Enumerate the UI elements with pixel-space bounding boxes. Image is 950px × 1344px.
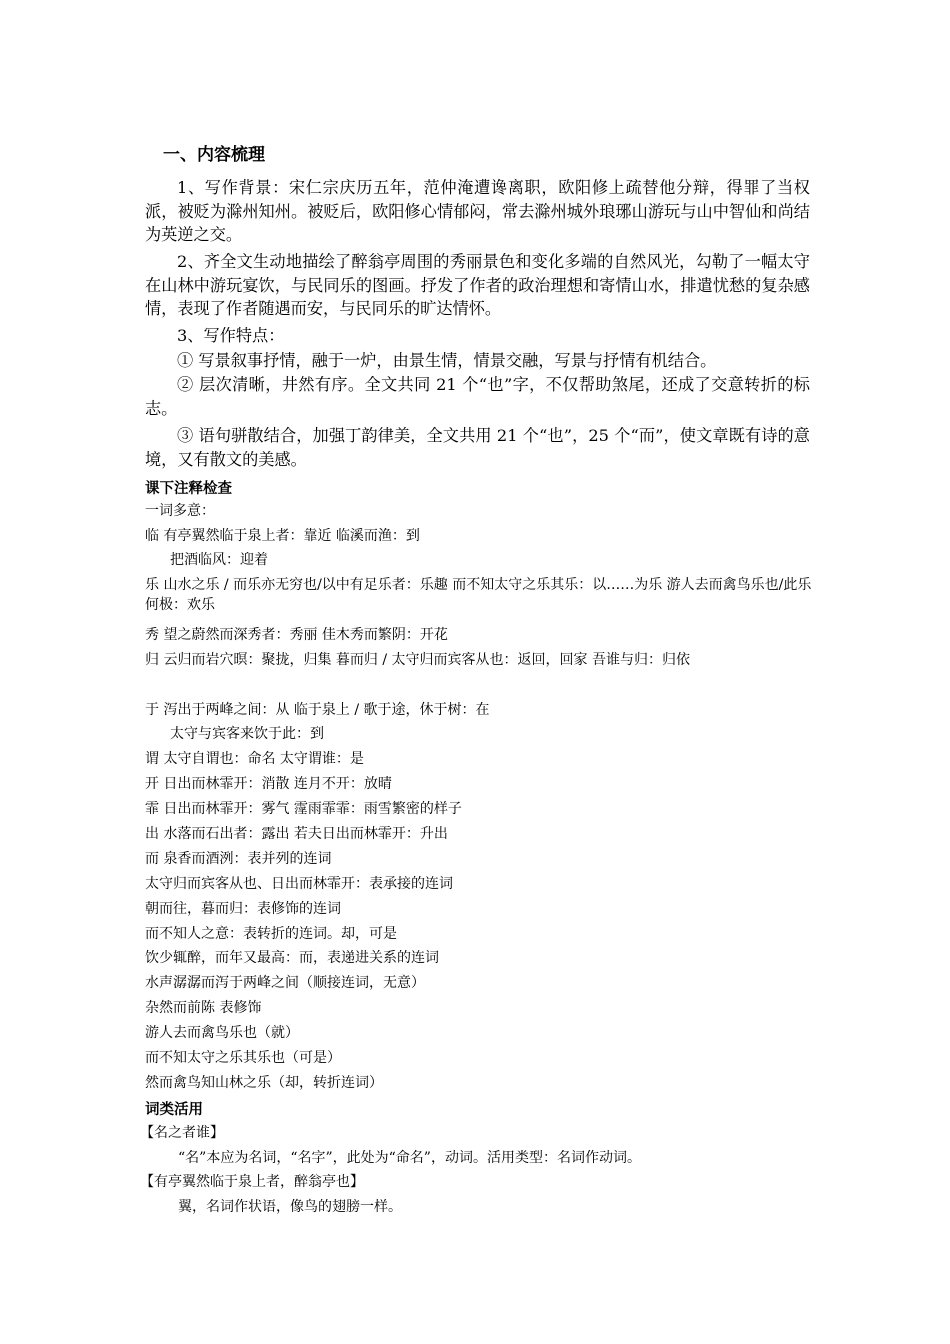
- list-item: 杂然而前陈 表修饰: [145, 1000, 262, 1016]
- list-item: 朝而往，暮而归：表修饰的连词: [145, 901, 341, 917]
- section-title-notes: 课下注释检查: [145, 481, 232, 497]
- paragraph-features-title: 3、写作特点：: [177, 326, 285, 345]
- feature-item-2: ② 层次清晰，井然有序。全文共同 21 个“也”字，不仅帮助煞尾，还成了交意转折的标志。: [145, 375, 810, 418]
- paragraph-background: 1、写作背景：宋仁宗庆历五年，范仲淹遭谗离职，欧阳修上疏替他分辩，得罪了当权派，被贬为滁州知州。被贬后，欧阳修心情郁闷，常去滁州城外琅琊山游玩与山中智仙和尚结为英逆之交。: [145, 178, 810, 244]
- list-item: 把酒临风：迎着: [170, 552, 268, 568]
- section-title-word-class: 词类活用: [145, 1102, 203, 1118]
- list-item: 而不知人之意：表转折的连词。却，可是: [145, 926, 397, 942]
- feature-item-3: ③ 语句骈散结合，加强丁韵律美，全文共用 21 个“也”，25 个“而”，使文章既有诗的意境，又有散文的美感。: [145, 426, 810, 469]
- example-body-1: “名”本应为名词，“名字”，此处为“命名”，动词。活用类型：名词作动词。: [178, 1150, 641, 1166]
- list-item: 谓 太守自谓也：命名 太守谓谁：是: [145, 751, 364, 767]
- paragraph-summary: 2、齐全文生动地描绘了醉翁亭周围的秀丽景色和变化多端的自然风光，勾勒了一幅太守在山林中游玩宴饮，与民同乐的图画。抒发了作者的政治理想和寄情山水，排遣忧愁的复杂感情，表现了作者随遇而安，与民同乐的旷达情怀。: [145, 252, 810, 318]
- list-item: 然而禽鸟知山林之乐（却，转折连词）: [145, 1075, 383, 1091]
- list-item: 游人去而禽鸟乐也（就）: [145, 1025, 299, 1041]
- section-heading-content: 一、内容梳理: [163, 145, 265, 165]
- list-item: 出 水落而石出者：露出 若夫日出而林霏开：升出: [145, 826, 448, 842]
- example-title-2: 【有亭翼然临于泉上者，醉翁亭也】: [140, 1174, 364, 1190]
- list-item: 临 有亭翼然临于泉上者：靠近 临溪而渔：到: [145, 528, 420, 544]
- feature-item-1: ① 写景叙事抒情，融于一炉，由景生情，情景交融，写景与抒情有机结合。: [177, 351, 717, 370]
- polysemy-intro: 一词多意：: [145, 503, 215, 519]
- example-body-2: 翼，名词作状语，像鸟的翅膀一样。: [178, 1199, 402, 1215]
- example-title-1: 【名之者谁】: [140, 1125, 224, 1141]
- list-item: 开 日出而林霏开：消散 连月不开：放晴: [145, 776, 392, 792]
- list-item: 太守与宾客来饮于此：到: [170, 726, 324, 742]
- list-item: 秀 望之蔚然而深秀者：秀丽 佳木秀而繁阴：开花: [145, 627, 448, 643]
- list-item: 霏 日出而林霏开：雾气 霪雨霏霏：雨雪繁密的样子: [145, 801, 462, 817]
- list-item: 乐 山水之乐 / 而乐亦无穷也/以中有足乐者：乐趣 而不知太守之乐其乐：以……为乐 游人去而禽鸟乐也/此乐何极：欢乐: [145, 577, 812, 613]
- list-item: 于 泻出于两峰之间：从 临于泉上 / 歌于途，休于树：在: [145, 702, 490, 718]
- list-item: 归 云归而岩穴暝：聚拢，归集 暮而归 / 太守归而宾客从也：返回，回家 吾谁与归：归依: [145, 652, 690, 668]
- list-item: 水声潺潺而泻于两峰之间（顺接连词，无意）: [145, 975, 425, 991]
- list-item: 太守归而宾客从也、日出而林霏开：表承接的连词: [145, 876, 453, 892]
- list-item: 饮少辄醉，而年又最高：而，表递进关系的连词: [145, 950, 439, 966]
- list-item: 而 泉香而酒洌：表并列的连词: [145, 851, 332, 867]
- list-item: 而不知太守之乐其乐也（可是）: [145, 1050, 341, 1066]
